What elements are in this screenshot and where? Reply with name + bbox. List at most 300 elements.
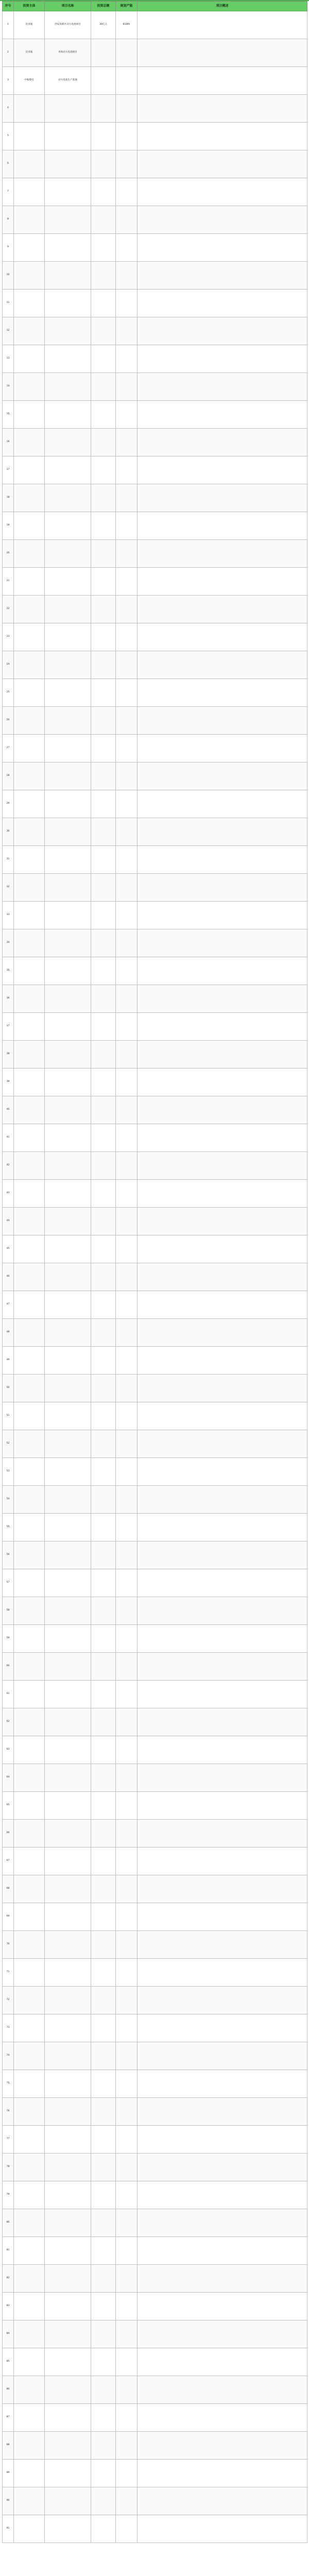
table-cell: 24 — [3, 651, 14, 679]
table-cell — [116, 707, 138, 735]
header-cell: 序号 — [3, 2, 14, 11]
table-cell: 2 — [3, 39, 14, 67]
table-cell — [45, 1708, 91, 1736]
table-cell: 34 — [3, 929, 14, 957]
table-cell — [45, 1764, 91, 1792]
table-cell — [14, 178, 45, 206]
table-cell — [14, 1430, 45, 1458]
table-cell — [138, 1069, 307, 1096]
table-cell: 43 — [3, 1180, 14, 1208]
table-cell — [116, 1319, 138, 1347]
table-cell — [91, 262, 116, 290]
table-cell — [91, 1736, 116, 1764]
table-cell — [14, 429, 45, 456]
table-cell: 4 — [3, 95, 14, 123]
table-cell — [116, 206, 138, 234]
table-cell — [116, 818, 138, 846]
table-cell: 86 — [3, 2376, 14, 2404]
table-cell — [91, 1653, 116, 1681]
table-cell — [45, 150, 91, 178]
table-cell — [45, 679, 91, 707]
table-cell — [116, 1931, 138, 1959]
table-cell — [91, 1875, 116, 1903]
table-row — [3, 512, 307, 540]
table-cell — [45, 1069, 91, 1096]
table-row — [3, 1347, 307, 1375]
table-cell — [14, 651, 45, 679]
table-row — [3, 429, 307, 456]
table-row — [3, 1180, 307, 1208]
table-cell — [45, 2320, 91, 2348]
table-cell — [116, 929, 138, 957]
table-cell — [45, 2042, 91, 2070]
table-row — [3, 178, 307, 206]
table-cell: 69 — [3, 1903, 14, 1931]
table-cell — [45, 1263, 91, 1291]
table-cell — [14, 1291, 45, 1319]
table-cell — [14, 874, 45, 902]
table-cell — [91, 206, 116, 234]
table-cell — [116, 2515, 138, 2543]
table-cell: 41 — [3, 1124, 14, 1152]
table-cell — [91, 2181, 116, 2209]
table-cell — [91, 1430, 116, 1458]
table-cell — [138, 1458, 307, 1486]
table-cell: 18 — [3, 484, 14, 512]
table-row — [3, 1708, 307, 1736]
table-cell — [138, 1375, 307, 1402]
table-cell: 75 — [3, 2070, 14, 2098]
table-cell — [14, 540, 45, 568]
table-cell — [138, 39, 307, 67]
table-cell — [14, 623, 45, 651]
table-row — [3, 2376, 307, 2404]
table-cell — [116, 2126, 138, 2154]
table-cell — [138, 762, 307, 790]
table-cell — [91, 2154, 116, 2181]
table-cell — [91, 1569, 116, 1597]
table-cell: 49 — [3, 1347, 14, 1375]
table-cell — [91, 929, 116, 957]
table-cell — [45, 985, 91, 1013]
table-cell — [138, 2293, 307, 2320]
table-cell — [14, 2404, 45, 2432]
table-cell — [45, 2209, 91, 2237]
table-cell — [91, 373, 116, 401]
table-row — [3, 651, 307, 679]
table-cell — [91, 1903, 116, 1931]
table-cell: 30 — [3, 818, 14, 846]
table-row — [3, 1402, 307, 1430]
table-cell: 74 — [3, 2042, 14, 2070]
table-cell: 87 — [3, 2404, 14, 2432]
table-cell — [45, 2460, 91, 2487]
table-cell — [14, 568, 45, 596]
table-cell — [138, 1597, 307, 1625]
table-cell — [45, 484, 91, 512]
table-row — [3, 735, 307, 762]
table-cell: 32 — [3, 874, 14, 902]
table-cell — [91, 2487, 116, 2515]
table-cell — [116, 1625, 138, 1653]
table-cell — [116, 2237, 138, 2265]
table-cell — [45, 2404, 91, 2432]
table-cell: 50 — [3, 1375, 14, 1402]
table-cell — [14, 290, 45, 317]
table-cell — [138, 1347, 307, 1375]
table-row — [3, 818, 307, 846]
table-cell — [138, 429, 307, 456]
table-cell — [91, 2376, 116, 2404]
table-cell: 37 — [3, 1013, 14, 1041]
table-row — [3, 150, 307, 178]
table-cell — [91, 290, 116, 317]
table-cell — [116, 1375, 138, 1402]
table-cell — [138, 735, 307, 762]
table-cell — [116, 790, 138, 818]
table-cell — [45, 1375, 91, 1402]
table-cell — [116, 1681, 138, 1708]
table-cell — [91, 1514, 116, 1541]
table-row — [3, 2098, 307, 2126]
table-cell — [14, 1096, 45, 1124]
table-row — [3, 95, 307, 123]
table-cell — [116, 1013, 138, 1041]
table-cell — [45, 95, 91, 123]
table-cell — [138, 1514, 307, 1541]
table-row — [3, 234, 307, 262]
table-cell: 中航锂电 — [14, 67, 45, 95]
table-cell — [91, 2265, 116, 2293]
table-cell: 70 — [3, 1931, 14, 1959]
table-cell — [45, 1124, 91, 1152]
table-cell — [14, 1402, 45, 1430]
table-cell — [138, 206, 307, 234]
table-row — [3, 123, 307, 150]
table-cell: 81 — [3, 2237, 14, 2265]
table-cell — [91, 790, 116, 818]
table-cell — [138, 512, 307, 540]
table-cell: 40 — [3, 1096, 14, 1124]
table-cell — [116, 39, 138, 67]
table-cell: 58 — [3, 1597, 14, 1625]
table-cell — [91, 67, 116, 95]
table-cell — [14, 2487, 45, 2515]
table-row — [3, 1931, 307, 1959]
table-cell: 25 — [3, 679, 14, 707]
table-cell — [91, 1792, 116, 1820]
table-row — [3, 1903, 307, 1931]
table-cell — [91, 1124, 116, 1152]
table-cell — [45, 2154, 91, 2181]
table-cell: 59 — [3, 1625, 14, 1653]
table-cell — [138, 1820, 307, 1848]
table-cell — [116, 596, 138, 623]
table-cell: 28 — [3, 762, 14, 790]
table-cell — [138, 1792, 307, 1820]
table-cell — [116, 484, 138, 512]
table-cell — [14, 456, 45, 484]
table-row — [3, 206, 307, 234]
table-cell — [45, 1514, 91, 1541]
table-cell — [45, 345, 91, 373]
table-cell: 19 — [3, 512, 14, 540]
table-cell — [116, 2348, 138, 2376]
table-cell — [138, 234, 307, 262]
table-cell — [91, 512, 116, 540]
table-cell — [138, 2432, 307, 2460]
table-row — [3, 2181, 307, 2209]
table-cell — [116, 1180, 138, 1208]
table-cell — [138, 540, 307, 568]
table-cell — [116, 178, 138, 206]
table-cell: 23 — [3, 623, 14, 651]
table-cell — [91, 2014, 116, 2042]
table-row — [3, 790, 307, 818]
table-cell — [116, 1875, 138, 1903]
table-cell — [91, 2098, 116, 2126]
table-cell: 64 — [3, 1764, 14, 1792]
table-cell — [91, 540, 116, 568]
table-cell: 6 — [3, 150, 14, 178]
table-cell — [14, 401, 45, 429]
table-cell: 84 — [3, 2320, 14, 2348]
table-cell: 91 — [3, 2515, 14, 2543]
table-cell — [138, 1681, 307, 1708]
table-cell — [91, 39, 116, 67]
table-cell — [14, 2293, 45, 2320]
table-cell — [138, 2098, 307, 2126]
table-cell — [14, 1235, 45, 1263]
table-cell — [45, 623, 91, 651]
table-cell — [116, 429, 138, 456]
table-cell — [116, 1263, 138, 1291]
table-cell — [91, 2320, 116, 2348]
table-cell — [116, 234, 138, 262]
table-cell — [138, 1041, 307, 1069]
table-cell — [116, 1291, 138, 1319]
table-cell — [14, 150, 45, 178]
table-cell — [116, 1041, 138, 1069]
table-cell — [91, 735, 116, 762]
table-cell — [138, 1903, 307, 1931]
table-cell — [138, 679, 307, 707]
table-row — [3, 2487, 307, 2515]
table-cell — [138, 290, 307, 317]
table-cell — [138, 2320, 307, 2348]
table-cell: 66 — [3, 1820, 14, 1848]
table-row — [3, 2154, 307, 2181]
table-cell — [45, 2126, 91, 2154]
table-cell — [14, 2126, 45, 2154]
table-row — [3, 1764, 307, 1792]
table-cell — [45, 2181, 91, 2209]
table-cell — [116, 1458, 138, 1486]
table-cell — [91, 2042, 116, 2070]
table-cell — [14, 2154, 45, 2181]
table-cell: 67 — [3, 1848, 14, 1875]
table-cell — [138, 902, 307, 929]
table-cell — [138, 2126, 307, 2154]
table-row — [3, 1987, 307, 2014]
table-cell — [14, 373, 45, 401]
table-cell: 47 — [3, 1291, 14, 1319]
table-cell — [91, 957, 116, 985]
table-cell — [138, 818, 307, 846]
table-cell — [138, 1319, 307, 1347]
table-cell — [116, 2209, 138, 2237]
table-cell — [45, 790, 91, 818]
table-cell: 比亚迪 — [14, 11, 45, 39]
table-cell — [91, 1375, 116, 1402]
table-cell — [14, 2209, 45, 2237]
table-cell — [91, 123, 116, 150]
table-cell — [14, 1681, 45, 1708]
table-cell — [91, 2515, 116, 2543]
table-cell — [14, 1903, 45, 1931]
table-cell — [91, 1319, 116, 1347]
header-cell: 项目概述 — [138, 2, 307, 11]
table-cell — [91, 1152, 116, 1180]
table-row — [3, 39, 307, 67]
table-row — [3, 290, 307, 317]
table-cell — [138, 1736, 307, 1764]
table-cell — [45, 818, 91, 846]
table-row — [3, 1875, 307, 1903]
table-cell: 80 — [3, 2209, 14, 2237]
table-row — [3, 1013, 307, 1041]
table-cell — [45, 1402, 91, 1430]
table-cell — [14, 206, 45, 234]
table-cell — [91, 234, 116, 262]
table-row — [3, 484, 307, 512]
table-cell — [45, 401, 91, 429]
table-cell — [116, 1736, 138, 1764]
table-cell — [14, 2014, 45, 2042]
table-cell — [45, 2237, 91, 2265]
table-cell — [116, 2098, 138, 2126]
table-cell: 31 — [3, 846, 14, 874]
table-cell — [14, 818, 45, 846]
table-cell — [91, 178, 116, 206]
table-cell — [91, 1931, 116, 1959]
table-cell — [138, 2515, 307, 2543]
table-cell — [138, 1708, 307, 1736]
table-cell: 54 — [3, 1486, 14, 1514]
table-cell — [91, 1708, 116, 1736]
table-cell: 11 — [3, 290, 14, 317]
table-cell — [138, 2181, 307, 2209]
table-row — [3, 957, 307, 985]
table-row — [3, 902, 307, 929]
table-cell — [116, 317, 138, 345]
table-cell — [138, 1931, 307, 1959]
table-cell — [116, 456, 138, 484]
table-cell — [14, 1959, 45, 1987]
table-cell — [14, 2376, 45, 2404]
table-cell — [116, 2487, 138, 2515]
table-cell — [14, 484, 45, 512]
table-row — [3, 1375, 307, 1402]
table-cell — [45, 762, 91, 790]
table-cell — [116, 1430, 138, 1458]
table-cell — [45, 290, 91, 317]
table-cell — [138, 623, 307, 651]
table-cell — [45, 1235, 91, 1263]
table-cell — [138, 2014, 307, 2042]
top-accent-bar — [0, 0, 309, 1]
table-cell — [91, 429, 116, 456]
table-row — [3, 2126, 307, 2154]
table-cell — [116, 2376, 138, 2404]
table-cell — [14, 2265, 45, 2293]
table-cell — [45, 2376, 91, 2404]
table-cell — [116, 2320, 138, 2348]
table-cell — [14, 1736, 45, 1764]
table-cell — [91, 317, 116, 345]
table-cell — [138, 2376, 307, 2404]
table-row — [3, 262, 307, 290]
table-cell — [45, 234, 91, 262]
table-cell: 44 — [3, 1208, 14, 1235]
table-cell: 西安高新区动力电池项目 — [45, 11, 91, 39]
table-cell — [91, 1013, 116, 1041]
table-row — [3, 11, 307, 39]
header-cell: 投资总额 — [91, 2, 116, 11]
table-cell: 27 — [3, 735, 14, 762]
table-cell: 20 — [3, 540, 14, 568]
table-cell — [91, 1625, 116, 1653]
table-cell — [116, 540, 138, 568]
table-cell — [14, 2181, 45, 2209]
table-cell — [14, 2460, 45, 2487]
table-cell — [116, 679, 138, 707]
table-cell — [45, 2070, 91, 2098]
table-cell — [14, 1653, 45, 1681]
table-cell: 10 — [3, 262, 14, 290]
table-row — [3, 2348, 307, 2376]
table-cell — [138, 1152, 307, 1180]
table-cell — [45, 540, 91, 568]
table-cell — [116, 262, 138, 290]
table-cell — [116, 67, 138, 95]
table-row — [3, 2515, 307, 2543]
table-row — [3, 623, 307, 651]
table-cell — [45, 262, 91, 290]
table-cell — [138, 95, 307, 123]
table-cell — [14, 957, 45, 985]
table-cell — [116, 1486, 138, 1514]
table-row — [3, 1152, 307, 1180]
table-cell — [45, 2265, 91, 2293]
table-cell — [91, 1069, 116, 1096]
table-cell — [14, 1708, 45, 1736]
table-cell: 65 — [3, 1792, 14, 1820]
table-cell — [45, 1987, 91, 2014]
table-cell: 48 — [3, 1319, 14, 1347]
table-cell — [14, 902, 45, 929]
table-cell — [138, 2265, 307, 2293]
table-cell — [138, 596, 307, 623]
table-cell — [138, 1764, 307, 1792]
table-cell — [14, 2348, 45, 2376]
table-cell — [91, 846, 116, 874]
table-cell — [45, 1152, 91, 1180]
table-row — [3, 1959, 307, 1987]
table-row — [3, 1681, 307, 1708]
table-cell — [116, 2265, 138, 2293]
table-row — [3, 1041, 307, 1069]
